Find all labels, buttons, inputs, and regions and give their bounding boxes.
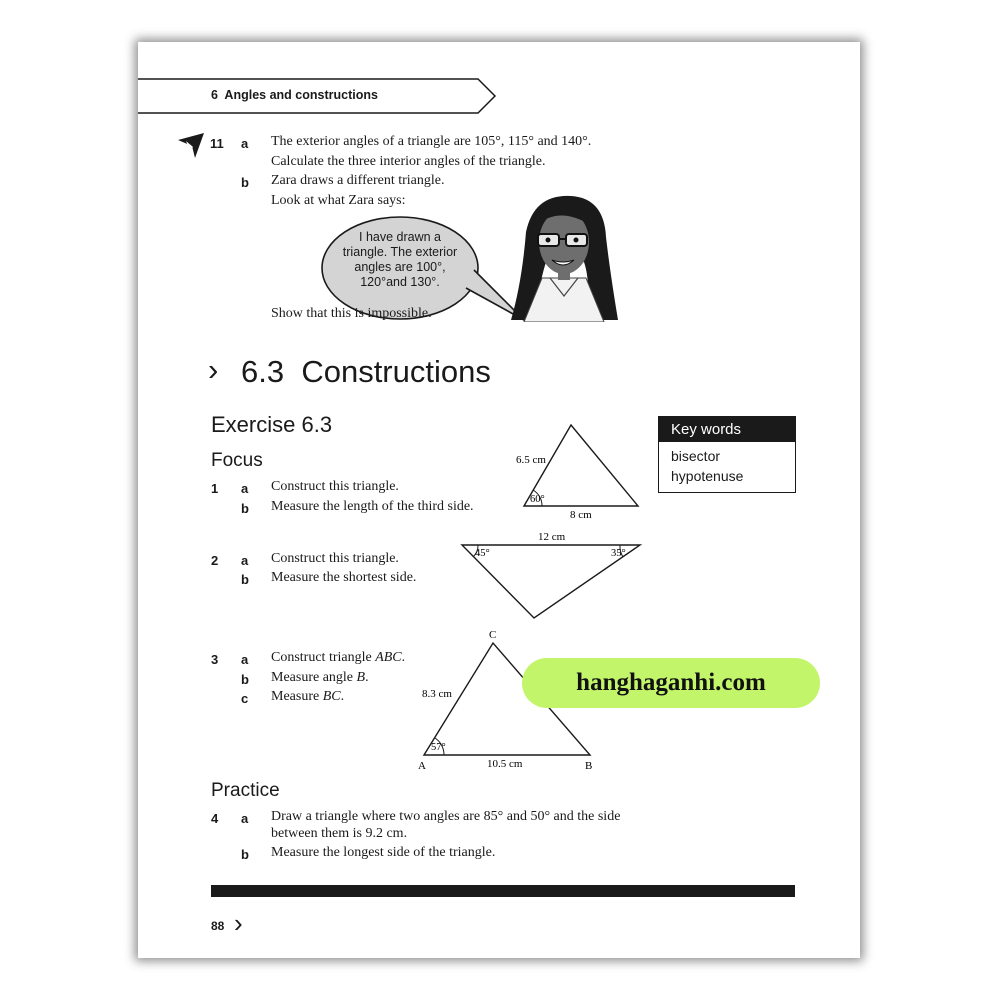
part-letter: b	[241, 501, 249, 516]
vertex-label: B	[585, 760, 593, 772]
question-number: 2	[211, 553, 219, 568]
angle-label: 60°	[530, 494, 545, 505]
question-text: Calculate the three interior angles of the triangle.	[271, 154, 546, 169]
watermark-badge: hanghaganhi.com	[522, 658, 820, 708]
part-letter: c	[241, 691, 249, 706]
side-label: 10.5 cm	[487, 758, 523, 770]
part-letter: a	[241, 481, 249, 496]
question-text: Measure BC.	[271, 689, 345, 704]
part-letter: b	[241, 672, 249, 687]
question-text: Look at what Zara says:	[271, 193, 406, 208]
side-label: 12 cm	[538, 531, 566, 543]
question-text: Measure the longest side of the triangle.	[271, 845, 496, 860]
angle-label: 57°	[431, 742, 446, 753]
part-letter: a	[241, 811, 249, 826]
side-label: 8 cm	[570, 509, 592, 521]
key-words-heading: Key words	[659, 417, 795, 442]
question-text: Construct this triangle.	[271, 479, 399, 494]
part-letter: a	[241, 553, 249, 568]
question-number: 4	[211, 811, 219, 826]
key-word: hypotenuse	[671, 468, 744, 484]
part-letter: b	[241, 175, 249, 190]
bottom-divider-bar	[211, 885, 795, 897]
part-letter: a	[241, 136, 249, 151]
angle-label: 45°	[475, 548, 490, 559]
speech-line: I have drawn a	[359, 230, 441, 244]
chapter-label: 6 Angles and constructions	[211, 88, 378, 102]
triangle-diagram-q2	[456, 528, 646, 623]
key-word: bisector	[671, 448, 721, 464]
triangle-diagram-q1	[508, 420, 648, 525]
question-text: Show that this is impossible.	[271, 306, 432, 321]
part-letter: b	[241, 572, 249, 587]
zara-character-illustration	[506, 192, 621, 322]
question-text: Measure angle B.	[271, 670, 369, 685]
question-text: Zara draws a different triangle.	[271, 173, 445, 188]
next-page-chevron-icon[interactable]: ›	[234, 908, 243, 938]
question-number: 1	[211, 481, 219, 496]
question-text: Measure the shortest side.	[271, 570, 417, 585]
question-number: 3	[211, 652, 219, 667]
question-text: Construct this triangle.	[271, 551, 399, 566]
exercise-title: Exercise 6.3	[211, 412, 333, 437]
practice-heading: Practice	[211, 780, 280, 801]
challenge-star-icon	[176, 130, 206, 160]
side-label: 8.3 cm	[422, 688, 452, 700]
vertex-label: C	[489, 629, 497, 641]
textbook-page	[138, 42, 860, 958]
angle-label: 35°	[611, 548, 626, 559]
part-letter: a	[241, 652, 249, 667]
speech-line: 120°and 130°.	[360, 275, 440, 289]
focus-heading: Focus	[211, 450, 263, 471]
question-number: 11	[210, 136, 224, 151]
question-text: between them is 9.2 cm.	[271, 826, 408, 841]
section-title: 6.3 Constructions	[241, 354, 491, 389]
page-number: 88	[211, 919, 225, 933]
question-text: The exterior angles of a triangle are 105°, 115° and 140°.	[271, 134, 592, 149]
question-text: Construct triangle ABC.	[271, 650, 406, 665]
speech-line: triangle. The exterior	[342, 245, 458, 259]
part-letter: b	[241, 847, 249, 862]
question-text: Draw a triangle where two angles are 85° and 50° and the side	[271, 809, 621, 824]
vertex-label: A	[418, 760, 426, 772]
side-label: 6.5 cm	[516, 454, 546, 466]
speech-line: angles are 100°,	[354, 260, 446, 274]
question-text: Measure the length of the third side.	[271, 499, 474, 514]
key-words-box	[658, 416, 796, 493]
section-chevron-icon: ›	[208, 352, 219, 387]
